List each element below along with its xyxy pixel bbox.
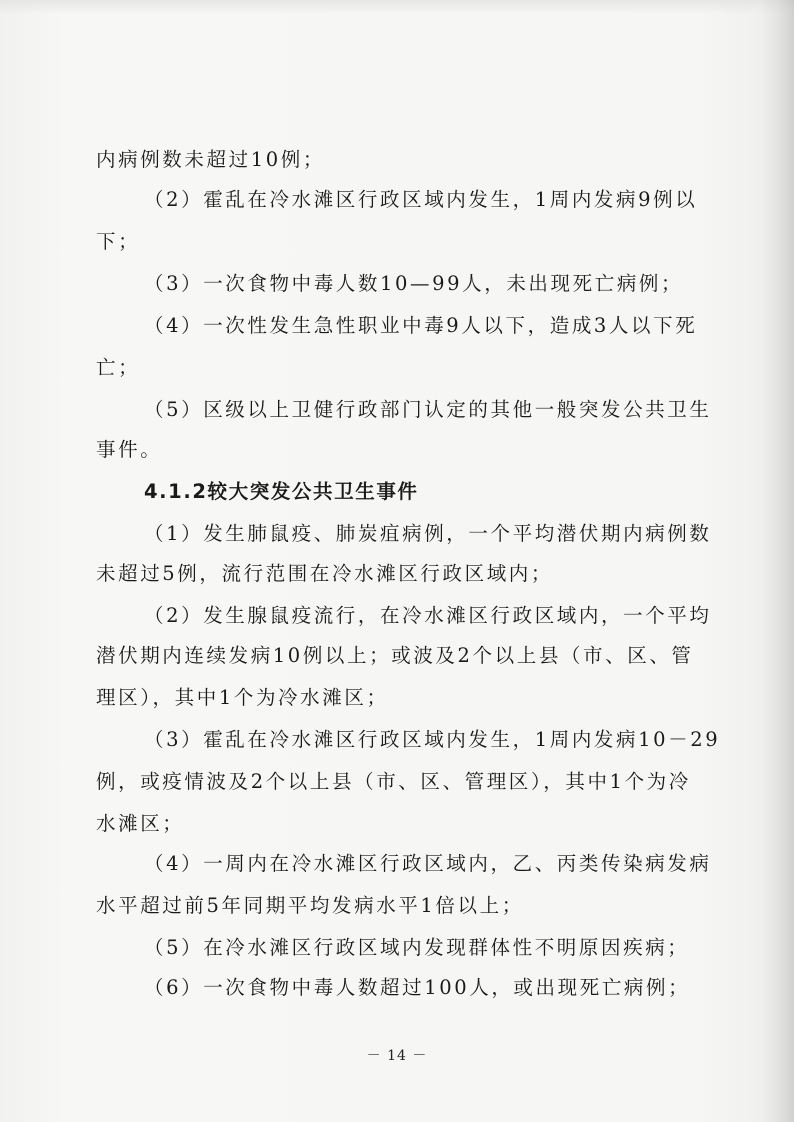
paragraph-line: 亡； xyxy=(96,356,141,379)
paragraph-line: 潜伏期内连续发病10例以上；或波及2个以上县（市、区、管 xyxy=(96,644,694,667)
paragraph-line: （2）发生腺鼠疫流行，在冷水滩区行政区域内，一个平均 xyxy=(144,604,712,627)
page-number: － 14 － xyxy=(366,1048,428,1064)
paragraph-line: 水滩区； xyxy=(96,812,185,835)
paragraph-line: 理区），其中1个为冷水滩区； xyxy=(96,686,389,709)
paragraph-line: 内病例数未超过10例； xyxy=(96,148,325,171)
paragraph-line: 例，或疫情波及2个以上县（市、区、管理区），其中1个为冷 xyxy=(96,770,691,793)
paragraph-line: 未超过5例，流行范围在冷水滩区行政区域内； xyxy=(96,562,554,585)
paragraph-line: （1）发生肺鼠疫、肺炭疽病例，一个平均潜伏期内病例数 xyxy=(144,522,712,545)
paragraph-line: （5）区级以上卫健行政部门认定的其他一般突发公共卫生 xyxy=(144,398,712,421)
paragraph-line: （4）一周内在冷水滩区行政区域内，乙、丙类传染病发病 xyxy=(144,852,712,875)
section-heading: 4.1.2较大突发公共卫生事件 xyxy=(144,480,419,503)
scan-top-shadow xyxy=(0,0,794,14)
paragraph-line: （4）一次性发生急性职业中毒9人以下，造成3人以下死 xyxy=(144,314,698,337)
scan-edge-shadow xyxy=(760,0,794,1122)
paragraph-line: （3）一次食物中毒人数10—99人，未出现死亡病例； xyxy=(144,272,684,295)
paragraph-line: 事件。 xyxy=(96,438,163,461)
paragraph-line: （6）一次食物中毒人数超过100人，或出现死亡病例； xyxy=(144,976,691,999)
paragraph-line: （3）霍乱在冷水滩区行政区域内发生，1周内发病10－29 xyxy=(144,728,721,751)
paragraph-line: （2）霍乱在冷水滩区行政区域内发生，1周内发病9例以 xyxy=(144,188,698,211)
paragraph-line: 下； xyxy=(96,230,141,253)
paragraph-line: （5）在冷水滩区行政区域内发现群体性不明原因疾病； xyxy=(144,936,690,959)
paragraph-line: 水平超过前5年同期平均发病水平1倍以上； xyxy=(96,894,524,917)
